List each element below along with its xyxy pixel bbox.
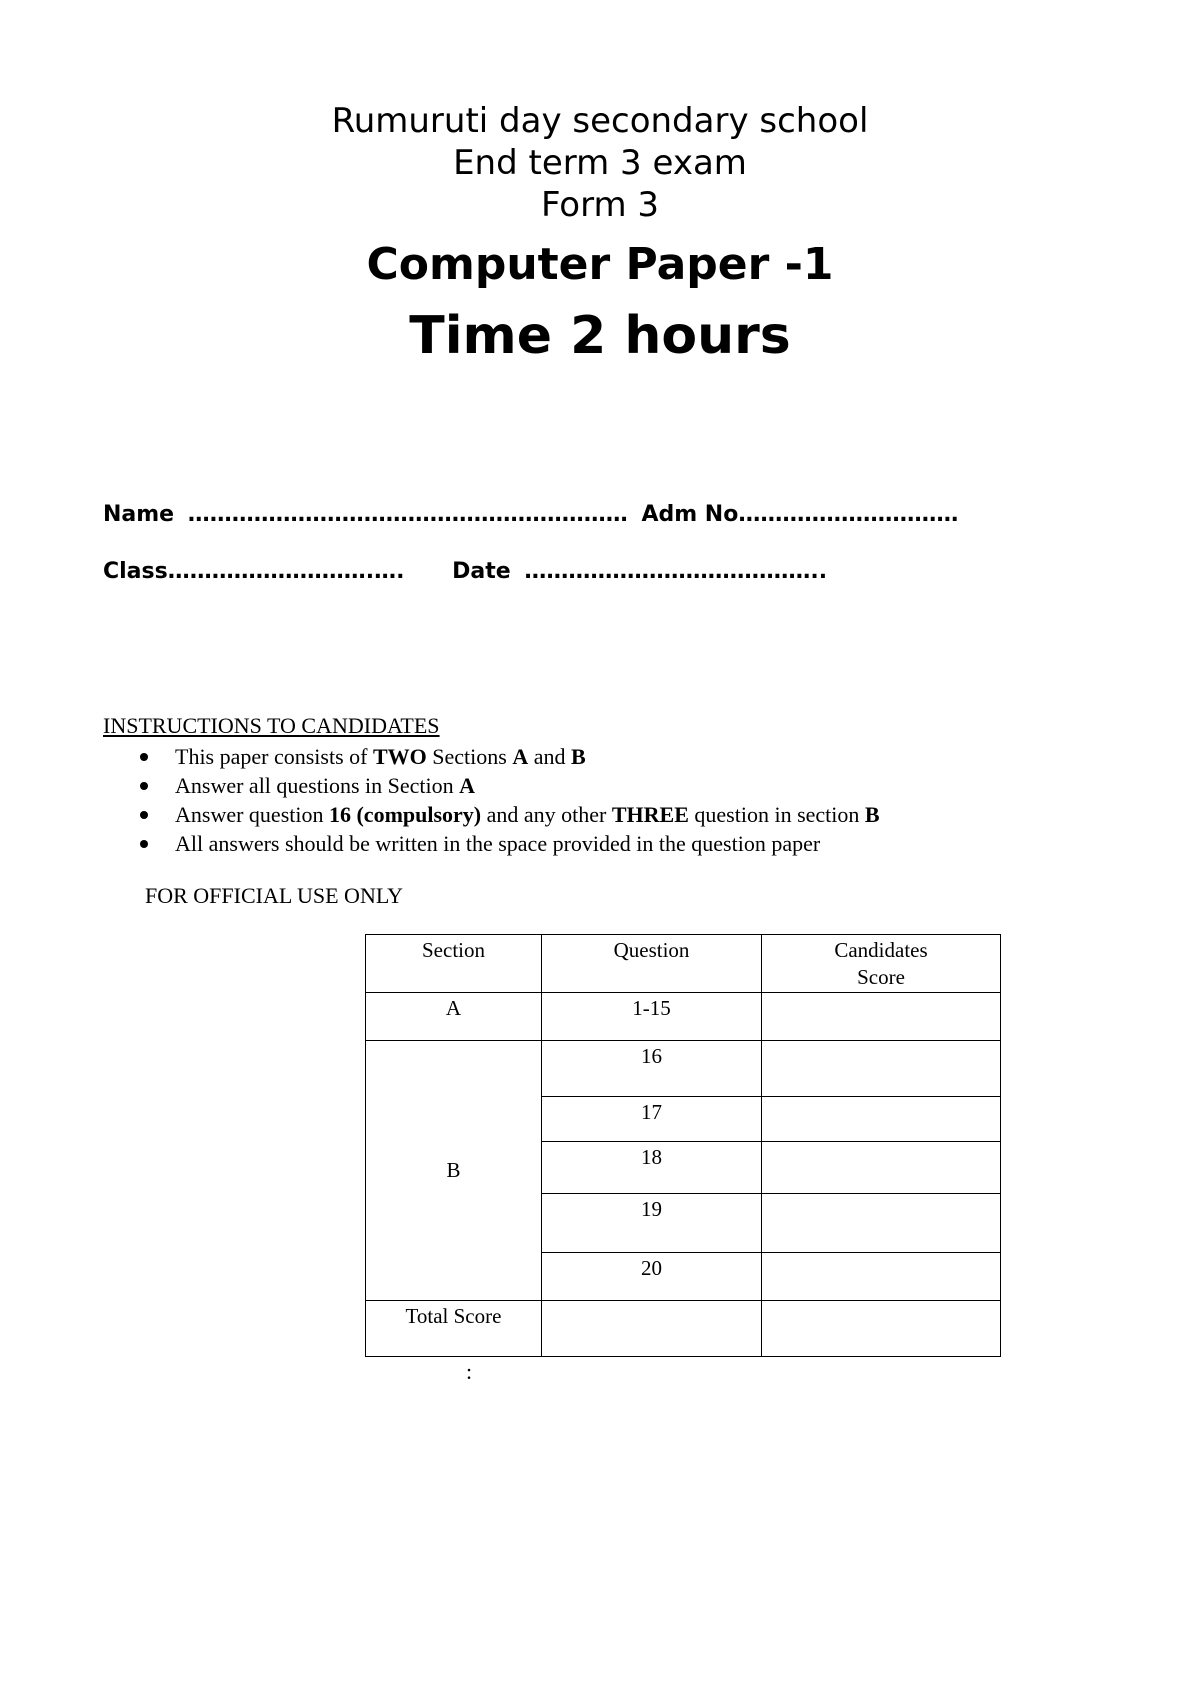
- instruction-item: Answer question 16 (compulsory) and any other THREE question in section B: [103, 800, 880, 829]
- form-label: Form 3: [540, 185, 660, 225]
- header-question: Question: [542, 935, 762, 993]
- score-input-cell[interactable]: [762, 1194, 1001, 1253]
- adm-label: Adm No: [641, 502, 739, 527]
- instruction-item: This paper consists of TWO Sections A and B: [103, 742, 880, 771]
- date-label: Date: [452, 559, 511, 584]
- bullet-icon: [140, 811, 148, 819]
- date-field[interactable]: …………………………………..: [524, 559, 828, 584]
- question-cell: 16: [542, 1041, 762, 1097]
- exam-title: End term 3 exam: [453, 143, 747, 183]
- score-input-cell[interactable]: [762, 1097, 1001, 1142]
- paper-title: Computer Paper -1: [366, 239, 834, 290]
- adm-field[interactable]: …………………………: [738, 502, 959, 527]
- table-row: [366, 993, 1001, 1041]
- header-candidates-score: Candidates Score: [762, 935, 1001, 993]
- section-a-cell: A: [366, 993, 542, 1041]
- score-input-cell[interactable]: [762, 1253, 1001, 1301]
- section-b-cell: B: [366, 1041, 542, 1301]
- total-score-label: Total Score: [366, 1301, 542, 1357]
- table-row: [366, 1041, 1001, 1097]
- class-date-line: [103, 558, 827, 586]
- class-field[interactable]: ……………………….….: [167, 559, 405, 584]
- header-section: Section: [366, 935, 542, 993]
- question-cell: 18: [542, 1142, 762, 1194]
- bullet-icon: [140, 753, 148, 761]
- class-label: Class: [103, 559, 168, 584]
- question-cell: 1-15: [542, 993, 762, 1041]
- total-score-cell[interactable]: [762, 1301, 1001, 1357]
- instruction-item: All answers should be written in the space provided in the question paper: [103, 829, 880, 858]
- total-score-cell[interactable]: [542, 1301, 762, 1357]
- table-total-row: [366, 1301, 1001, 1357]
- school-name: Rumuruti day secondary school: [331, 101, 869, 141]
- name-label: Name: [103, 502, 175, 527]
- name-field[interactable]: ……………………………………………………: [187, 502, 628, 527]
- name-adm-line: [103, 501, 958, 529]
- bullet-icon: [140, 840, 148, 848]
- official-use-label: FOR OFFICIAL USE ONLY: [145, 883, 403, 908]
- question-cell: 20: [542, 1253, 762, 1301]
- bullet-icon: [140, 782, 148, 790]
- trailing-colon: :: [466, 1359, 473, 1384]
- question-cell: 19: [542, 1194, 762, 1253]
- time-allowed: Time 2 hours: [409, 306, 791, 366]
- instruction-item: Answer all questions in Section A: [103, 771, 880, 800]
- score-input-cell[interactable]: [762, 993, 1001, 1041]
- score-input-cell[interactable]: [762, 1041, 1001, 1097]
- question-cell: 17: [542, 1097, 762, 1142]
- score-table: [365, 934, 1001, 1357]
- table-header-row: [366, 935, 1001, 993]
- instructions-list: [103, 742, 880, 858]
- score-input-cell[interactable]: [762, 1142, 1001, 1194]
- instructions-title: INSTRUCTIONS TO CANDIDATES: [103, 713, 440, 738]
